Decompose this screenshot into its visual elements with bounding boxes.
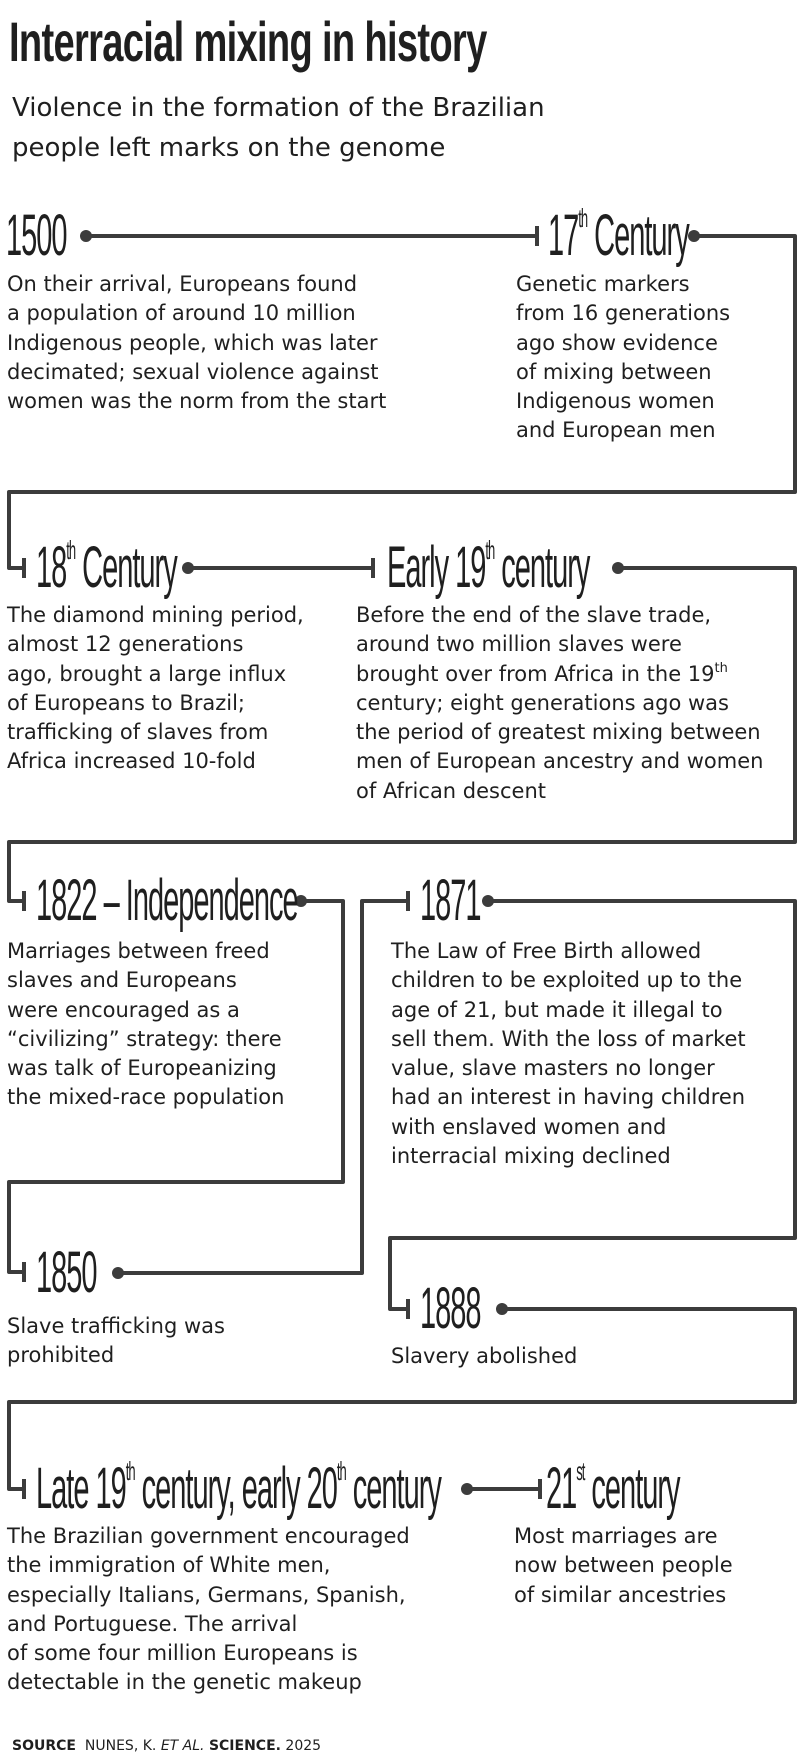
dot-17th bbox=[688, 230, 700, 242]
text-part: Before the end of the slave trade, around two million slaves were brought over from Africa in the 19 bbox=[356, 603, 715, 686]
source-label: SOURCE bbox=[12, 1738, 76, 1754]
dot-late19th bbox=[461, 1483, 473, 1495]
heading-part: Century bbox=[75, 535, 177, 600]
heading-part: Century bbox=[587, 203, 689, 268]
source-credit bbox=[12, 1737, 321, 1755]
text-line: Africa increased 10-fold bbox=[7, 749, 256, 774]
text-line: and European men bbox=[516, 418, 716, 443]
dot-early19th bbox=[612, 562, 624, 574]
text-line: sell them. With the loss of market bbox=[391, 1026, 746, 1051]
event-late19th-text bbox=[7, 1522, 457, 1698]
text-line: Most marriages are bbox=[514, 1524, 718, 1548]
event-1822-year: 1822 – Independence bbox=[36, 868, 298, 933]
event-1500-year: 1500 bbox=[6, 203, 67, 268]
text-line: The Brazilian government encouraged bbox=[7, 1524, 410, 1548]
text-line: a population of around 10 million bbox=[7, 301, 356, 326]
text-line: age of 21, but made it illegal to bbox=[391, 997, 723, 1022]
event-18th-text bbox=[7, 601, 347, 777]
event-21st-heading bbox=[546, 1456, 680, 1522]
text-line: Indigenous women bbox=[516, 389, 715, 414]
text-line: were encouraged as a bbox=[7, 997, 240, 1022]
text-line: now between people bbox=[514, 1553, 733, 1578]
event-1500-text bbox=[7, 270, 447, 416]
text-line: slaves and Europeans bbox=[7, 968, 237, 993]
heading-part: century bbox=[584, 1456, 680, 1521]
event-late19th-heading bbox=[36, 1456, 441, 1522]
heading-superscript: st bbox=[576, 1456, 585, 1486]
text-line: of similar ancestries bbox=[514, 1582, 727, 1607]
heading-part: Late 19 bbox=[36, 1456, 126, 1521]
text-line: of mixing between bbox=[516, 359, 712, 384]
event-early19th-text bbox=[356, 601, 766, 806]
text-part: century; eight generations ago was the period of greatest mixing between men of European ancestry and women of African descent bbox=[356, 690, 764, 803]
text-line: Indigenous people, which was later bbox=[7, 330, 378, 355]
text-line: interracial mixing declined bbox=[391, 1144, 671, 1169]
event-1850-heading bbox=[36, 1240, 97, 1306]
text-line: Slavery abolished bbox=[391, 1344, 578, 1368]
source-year: 2025 bbox=[285, 1738, 322, 1754]
event-early19th-heading bbox=[387, 535, 589, 601]
text-line: On their arrival, Europeans found bbox=[7, 272, 358, 296]
event-1888-year: 1888 bbox=[420, 1276, 481, 1341]
text-line: detectable in the genetic makeup bbox=[7, 1670, 362, 1695]
text-superscript: th bbox=[714, 660, 728, 676]
text-line: ago, brought a large influx bbox=[7, 661, 287, 686]
text-line: the immigration of White men, bbox=[7, 1553, 331, 1578]
source-authors: NUNES, K. bbox=[84, 1738, 157, 1754]
text-line: had an interest in having children bbox=[391, 1085, 746, 1110]
event-1888-heading bbox=[420, 1276, 481, 1342]
text-line: trafficking of slaves from bbox=[7, 720, 269, 745]
event-1822-text bbox=[7, 937, 337, 1113]
heading-part: century bbox=[345, 1456, 441, 1521]
text-line: children to be exploited up to the bbox=[391, 968, 743, 993]
heading-part: century, early 20 bbox=[134, 1456, 337, 1521]
heading-part: 18 bbox=[36, 535, 67, 600]
text-line: with enslaved women and bbox=[391, 1114, 667, 1139]
event-1850-year: 1850 bbox=[36, 1240, 97, 1305]
dot-1500 bbox=[80, 230, 92, 242]
source-etal: ET AL. bbox=[160, 1738, 205, 1754]
event-1500-heading bbox=[6, 203, 67, 269]
text-line: especially Italians, Germans, Spanish, bbox=[7, 1582, 406, 1607]
text-line: the mixed-race population bbox=[7, 1085, 285, 1110]
text-line: of some four million Europeans is bbox=[7, 1641, 358, 1666]
dot-1850 bbox=[112, 1267, 124, 1279]
page-title: Interracial mixing in history bbox=[9, 10, 487, 73]
heading-part: 17 bbox=[548, 203, 579, 268]
event-18th-heading bbox=[36, 535, 177, 601]
event-1850-text bbox=[7, 1312, 307, 1371]
event-1888-text bbox=[391, 1342, 691, 1371]
text-line: Marriages between freed bbox=[7, 939, 270, 963]
dot-18th bbox=[182, 562, 194, 574]
heading-superscript: th bbox=[336, 1456, 346, 1486]
text-line: from 16 generations bbox=[516, 301, 731, 326]
text-line: prohibited bbox=[7, 1343, 115, 1368]
event-1871-year: 1871 bbox=[420, 868, 481, 933]
event-1822-heading bbox=[36, 868, 298, 934]
text-line: and Portuguese. The arrival bbox=[7, 1611, 298, 1636]
heading-part: Early 19 bbox=[387, 535, 486, 600]
text-line: “civilizing” strategy: there bbox=[7, 1026, 282, 1051]
source-journal: SCIENCE. bbox=[208, 1738, 281, 1754]
text-line: The diamond mining period, bbox=[7, 603, 304, 627]
heading-superscript: th bbox=[125, 1456, 135, 1486]
text-line: The Law of Free Birth allowed bbox=[391, 939, 702, 963]
text-line: Genetic markers bbox=[516, 272, 690, 296]
event-17th-heading bbox=[548, 203, 689, 269]
text-line: of Europeans to Brazil; bbox=[7, 690, 245, 715]
event-21st-text bbox=[514, 1522, 784, 1610]
heading-superscript: th bbox=[578, 203, 588, 233]
text-line: was talk of Europeanizing bbox=[7, 1056, 277, 1081]
text-line: Slave trafficking was bbox=[7, 1314, 225, 1338]
text-line: women was the norm from the start bbox=[7, 389, 387, 414]
heading-part: century bbox=[494, 535, 590, 600]
text-line: decimated; sexual violence against bbox=[7, 359, 379, 384]
heading-part: 21 bbox=[546, 1456, 577, 1521]
text-line: value, slave masters no longer bbox=[391, 1056, 715, 1081]
page-subtitle: Violence in the formation of the Brazilian people left marks on the genome bbox=[12, 93, 545, 163]
text-line: almost 12 generations bbox=[7, 632, 244, 657]
event-1871-heading bbox=[420, 868, 481, 934]
dot-1871 bbox=[482, 895, 494, 907]
event-17th-text bbox=[516, 270, 786, 446]
event-1871-text bbox=[391, 937, 791, 1171]
text-line: ago show evidence bbox=[516, 330, 718, 355]
heading-superscript: th bbox=[485, 535, 495, 565]
dot-1888 bbox=[496, 1303, 508, 1315]
heading-superscript: th bbox=[66, 535, 76, 565]
